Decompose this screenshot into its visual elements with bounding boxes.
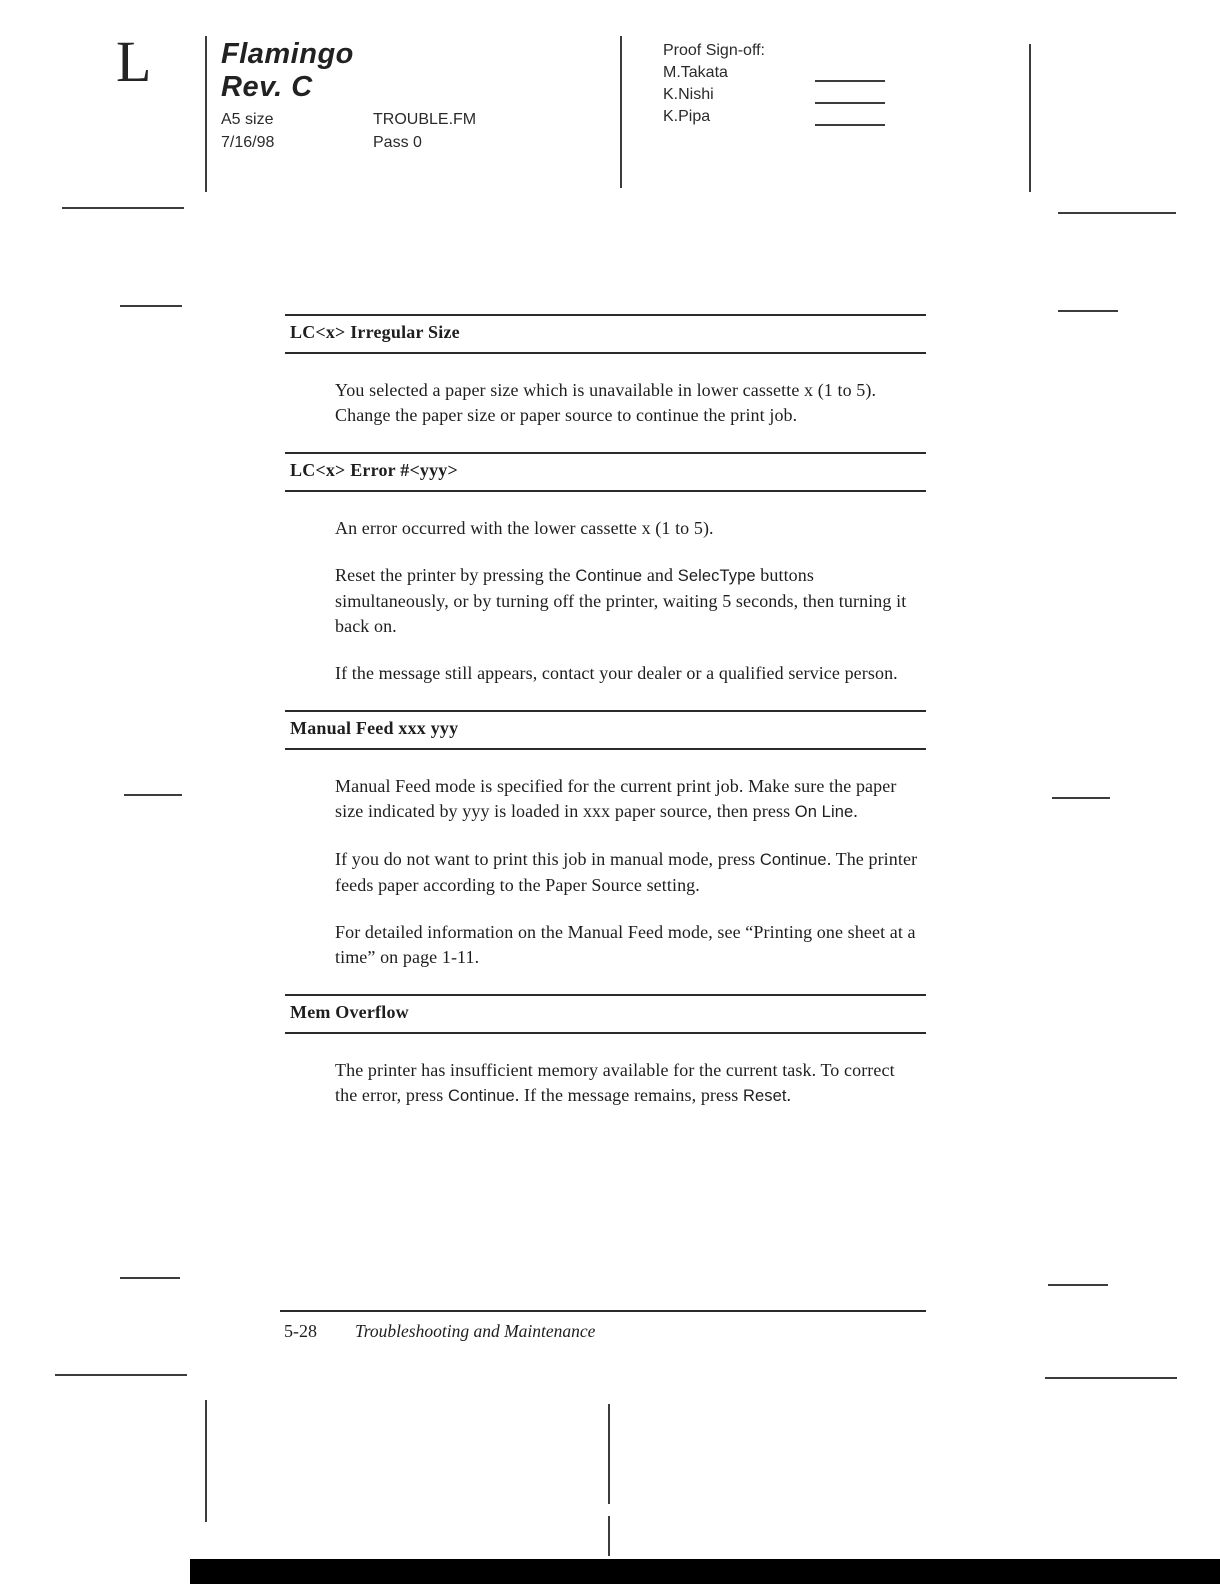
text-run: If the message still appears, contact your dealer or a qualified service person. [335,663,898,683]
crop-mark [1058,212,1176,214]
text-run: An error occurred with the lower cassette x (1 to 5). [335,518,714,538]
text-run: The printer has insufficient memory available for the current task. To correct the error, press [335,1060,895,1105]
message-section [285,314,926,428]
crop-mark [124,794,182,796]
proof-signer-name: K.Pipa [663,108,711,125]
footer-title: Troubleshooting and Maintenance [355,1321,596,1341]
doc-pass: Pass 0 [373,134,422,151]
crop-mark [608,1404,610,1504]
text-run: Reset the printer by pressing the [335,565,576,585]
paragraph [335,920,920,970]
paragraph [335,847,920,898]
page-footer [280,1310,926,1342]
page-number: 5-28 [284,1321,317,1341]
corner-letter: L [116,29,152,94]
text-run: You selected a paper size which is unavailable in lower cassette x (1 to 5). Change the paper size or paper source to continue the print job. [335,380,877,425]
text-run: Manual Feed mode is specified for the current print job. Make sure the paper size indicated by yyy is loaded in xxx paper source, then press [335,776,897,821]
proof-label: Proof Sign-off: [663,42,765,59]
panel-button-word: Continue [447,1087,515,1105]
crop-mark [62,207,184,209]
proof-signer-row [663,84,885,106]
crop-mark [1045,1377,1177,1379]
section-heading: Mem Overflow [285,994,926,1034]
proof-signers [663,62,885,128]
doc-title-line1: Flamingo [221,38,354,70]
paragraph [335,516,920,541]
panel-button-word: On Line [794,803,854,821]
crop-mark [55,1374,187,1376]
proof-signoff-block [663,40,885,128]
header-divider-middle [620,36,622,188]
doc-title-line2: Rev. C [221,71,313,103]
crop-mark [608,1516,610,1556]
scan-edge-bar [190,1559,1220,1584]
section-heading: LC<x> Error #<yyy> [285,452,926,492]
text-run: . The printer feeds paper according to the Paper Source setting. [335,849,918,895]
text-run: For detailed information on the Manual Feed mode, see “Printing one sheet at a time” on page 1-11. [335,922,916,967]
text-run: If you do not want to print this job in manual mode, press [335,849,760,869]
proof-signer-row [663,62,885,84]
proof-signer-row [663,106,885,128]
text-run: buttons simultaneously, or by turning off the printer, waiting 5 seconds, then turning it back on. [335,565,907,636]
text-run: . [786,1085,792,1105]
content-column [285,314,926,1109]
crop-mark [1048,1284,1108,1286]
panel-button-word: Continue [759,851,827,869]
section-heading: Manual Feed xxx yyy [285,710,926,750]
message-section [285,994,926,1109]
proof-signer-name: K.Nishi [663,86,714,103]
doc-date: 7/16/98 [221,134,275,151]
signature-line [815,102,885,104]
signature-line [815,80,885,82]
doc-title [221,38,354,104]
header-divider-left [205,36,207,192]
paragraph [335,661,920,686]
doc-filename: TROUBLE.FM [373,111,477,128]
message-section [285,452,926,686]
panel-button-word: SelecType [677,567,756,585]
panel-button-word: Continue [575,567,643,585]
crop-mark [205,1400,207,1522]
doc-meta-left [221,108,274,154]
proof-signer-name: M.Takata [663,64,728,81]
paragraph [335,774,920,825]
text-run: . If the message remains, press [514,1085,743,1105]
text-run: and [642,565,678,585]
crop-mark [1052,797,1110,799]
crop-mark [120,1277,180,1279]
header-divider-right [1029,44,1031,192]
paragraph [335,563,920,639]
text-run: . [853,801,858,821]
section-heading: LC<x> Irregular Size [285,314,926,354]
signature-line [815,124,885,126]
doc-meta-file [373,108,476,154]
paragraph [335,378,920,428]
paragraph [335,1058,920,1109]
crop-mark [1058,310,1118,312]
crop-mark [120,305,182,307]
doc-size-label: A5 size [221,111,274,128]
message-section [285,710,926,970]
panel-button-word: Reset [742,1087,787,1105]
